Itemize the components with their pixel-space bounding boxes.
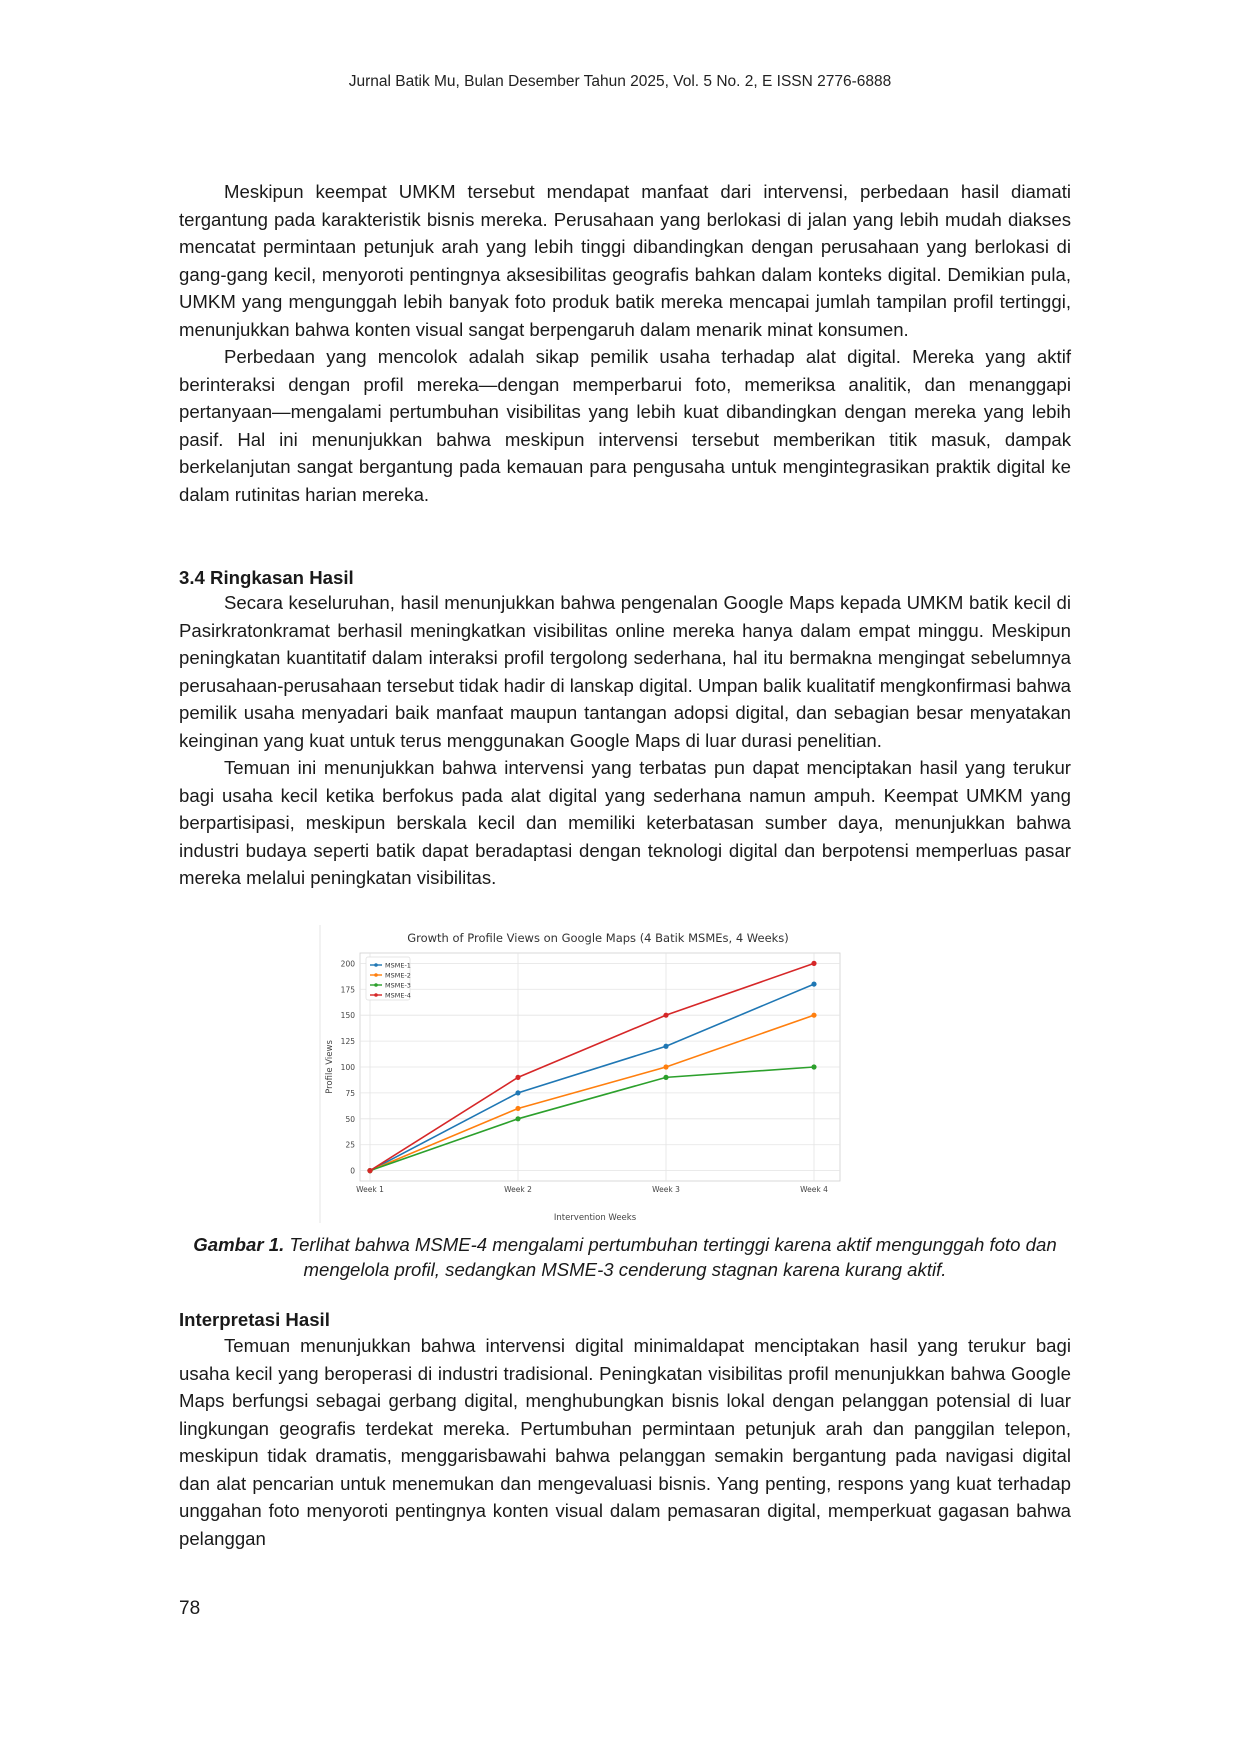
paragraph: Temuan ini menunjukkan bahwa intervensi yang terbatas pun dapat menciptakan hasil yang terukur bagi usaha kecil ketika berfokus pada alat digital yang sederhana namun ampuh. Keempat UMKM yang berpartisipasi, meskipun berskala kecil dan memiliki keterbatasan sumber daya, menunjukkan bahwa industri budaya seperti batik dapat beradaptasi dengan teknologi digital dan berpotensi memperluas pasar mereka melalui peningkatan visibilitas. (179, 757, 1071, 888)
data-point-msme-2 (811, 1013, 816, 1018)
running-header: Jurnal Batik Mu, Bulan Desember Tahun 2025, Vol. 5 No. 2, E ISSN 2776-6888 (348, 73, 892, 90)
data-point-msme-2 (515, 1106, 520, 1111)
y-axis-label: Profile Views (325, 1040, 335, 1094)
paragraph: Perbedaan yang mencolok adalah sikap pemilik usaha terhadap alat digital. Mereka yang aktif berinteraksi dengan profil mereka—dengan memperbarui foto, memeriksa analitik, dan menanggapi pertanyaan—mengalami pertumbuhan visibilitas yang lebih kuat dibandingkan dengan mereka yang lebih pasif. Hal ini menunjukkan bahwa meskipun intervensi tersebut memberikan titik masuk, dampak berkelanjutan sangat bergantung pada kemauan para pengusaha untuk mengintegrasikan praktik digital ke dalam rutinitas harian mereka. (179, 346, 1071, 505)
data-point-msme-1 (663, 1044, 668, 1049)
chart-legend (366, 957, 411, 1000)
body-section-summary (179, 589, 1071, 892)
figure-caption (179, 1232, 1071, 1282)
page-number: 78 (179, 1598, 201, 1619)
legend-label: MSME-2 (385, 971, 411, 980)
y-tick-label: 125 (340, 1037, 355, 1047)
legend-marker (374, 973, 378, 977)
data-point-msme-3 (811, 1064, 816, 1069)
legend-label: MSME-4 (385, 991, 411, 1000)
legend-marker (374, 963, 378, 967)
legend-marker (374, 983, 378, 987)
data-point-msme-1 (515, 1090, 520, 1095)
y-tick-label: 150 (340, 1011, 355, 1021)
data-point-msme-1 (811, 981, 816, 986)
body-section-results (179, 178, 1071, 508)
paragraph: Meskipun keempat UMKM tersebut mendapat manfaat dari intervensi, perbedaan hasil diamati tergantung pada karakteristik bisnis mereka. Perusahaan yang berlokasi di jalan yang lebih mudah diakses mencatat permintaan petunjuk arah yang lebih tinggi dibandingkan dengan perusahaan yang berlokasi di gang-gang kecil, menyoroti pentingnya aksesibilitas geografis bahkan dalam konteks digital. Demikian pula, UMKM yang mengunggah lebih banyak foto produk batik mereka mencapai jumlah tampilan profil tertinggi, menunjukkan bahwa konten visual sangat berpengaruh dalam menarik minat konsumen. (179, 181, 1071, 340)
y-tick-label: 50 (345, 1114, 355, 1124)
profile-views-chart (318, 923, 860, 1229)
paragraph: Temuan menunjukkan bahwa intervensi digital minimaldapat menciptakan hasil yang terukur bagi usaha kecil yang beroperasi di industri tradisional. Peningkatan visibilitas profil menunjukkan bahwa Google Maps berfungsi sebagai gerbang digital, menghubungkan bisnis lokal dengan pelanggan potensial di luar lingkungan geografis terdekat mereka. Pertumbuhan permintaan petunjuk arah dan panggilan telepon, meskipun tidak dramatis, menggarisbawahi bahwa pelanggan semakin bergantung pada navigasi digital dan alat pencarian untuk menemukan dan mengevaluasi bisnis. Yang penting, respons yang kuat terhadap unggahan foto menyoroti pentingnya konten visual dalam pemasaran digital, memperkuat gagasan bahwa pelanggan (179, 1335, 1071, 1549)
data-point-msme-2 (663, 1064, 668, 1069)
section-heading: Interpretasi Hasil (179, 1309, 330, 1330)
legend-label: MSME-1 (385, 961, 411, 970)
x-axis-label: Intervention Weeks (553, 1213, 637, 1223)
legend-marker (374, 993, 378, 997)
data-point-msme-3 (663, 1075, 668, 1080)
paragraph: Secara keseluruhan, hasil menunjukkan bahwa pengenalan Google Maps kepada UMKM batik kecil di Pasirkratonkramat berhasil meningkatkan visibilitas online mereka hanya dalam empat minggu. Meskipun peningkatan kuantitatif dalam interaksi profil tergolong sederhana, hal itu bermakna mengingat sebelumnya perusahaan-perusahaan tersebut tidak hadir di lanskap digital. Umpan balik kualitatif mengkonfirmasi bahwa pemilik usaha menyadari baik manfaat maupun tantangan adopsi digital, dan sebagian besar menyatakan keinginan yang kuat untuk terus menggunakan Google Maps di luar durasi penelitian. (179, 592, 1071, 751)
x-tick-label: Week 4 (800, 1185, 828, 1194)
x-tick-label: Week 1 (356, 1185, 384, 1194)
y-tick-label: 175 (340, 985, 355, 995)
caption-label: Gambar 1. (193, 1234, 285, 1255)
chart-title: Growth of Profile Views on Google Maps (4 Batik MSMEs, 4 Weeks) (407, 931, 789, 945)
y-tick-label: 25 (345, 1140, 355, 1150)
data-point-msme-4 (663, 1013, 668, 1018)
y-tick-label: 75 (345, 1088, 355, 1098)
y-tick-label: 200 (340, 959, 355, 969)
legend-label: MSME-3 (385, 981, 411, 990)
data-point-msme-4 (515, 1075, 520, 1080)
section-heading: 3.4 Ringkasan Hasil (179, 567, 354, 588)
x-tick-label: Week 3 (652, 1185, 680, 1194)
y-tick-label: 100 (340, 1063, 355, 1072)
data-point-msme-3 (515, 1116, 520, 1121)
body-section-interpretation (179, 1332, 1071, 1552)
data-point-msme-4 (367, 1168, 372, 1173)
caption-text: Terlihat bahwa MSME-4 mengalami pertumbuhan tertinggi karena aktif mengunggah foto dan mengelola profil, sedangkan MSME-3 cenderung stagnan karena kurang aktif. (284, 1234, 1057, 1280)
x-tick-label: Week 2 (504, 1185, 532, 1194)
data-point-msme-4 (811, 961, 816, 966)
y-tick-label: 0 (350, 1166, 355, 1176)
